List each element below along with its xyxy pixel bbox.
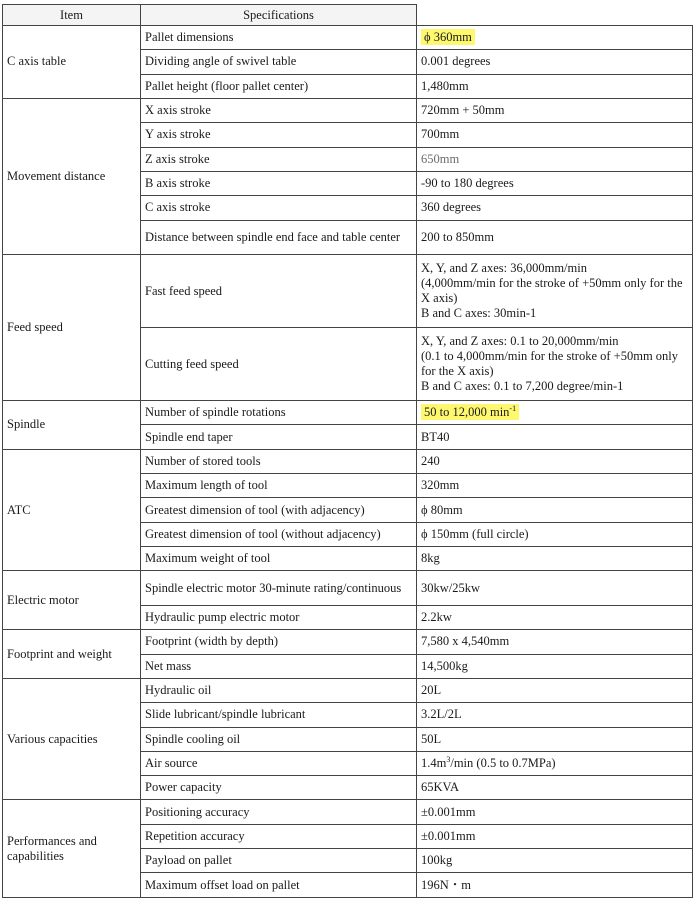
spec-net-mass: 14,500kg bbox=[417, 654, 693, 678]
item-max-tool-weight: Maximum weight of tool bbox=[141, 547, 417, 571]
category-footprint-weight: Footprint and weight bbox=[3, 630, 141, 679]
item-footprint: Footprint (width by depth) bbox=[141, 630, 417, 654]
category-spindle: Spindle bbox=[3, 401, 141, 450]
spec-spindle-rotations-value: 50 to 12,000 min bbox=[424, 405, 510, 420]
spec-max-tool-weight: 8kg bbox=[417, 547, 693, 571]
table-row bbox=[3, 98, 693, 122]
spec-c-stroke: 360 degrees bbox=[417, 196, 693, 220]
spec-spindle-taper: BT40 bbox=[417, 425, 693, 449]
spec-line: B and C axes: 0.1 to 7,200 degree/min-1 bbox=[421, 379, 624, 394]
item-air-source: Air source bbox=[141, 751, 417, 775]
spec-spindle-distance: 200 to 850mm bbox=[417, 220, 693, 254]
category-c-axis-table: C axis table bbox=[3, 26, 141, 99]
item-tool-dim-adjacency: Greatest dimension of tool (with adjacency) bbox=[141, 498, 417, 522]
table-row bbox=[3, 401, 693, 425]
spec-hydraulic-oil: 20L bbox=[417, 678, 693, 702]
item-power-capacity: Power capacity bbox=[141, 776, 417, 800]
spec-hydraulic-motor: 2.2kw bbox=[417, 605, 693, 629]
item-payload: Payload on pallet bbox=[141, 849, 417, 873]
spec-spindle-rotations bbox=[417, 401, 693, 425]
spec-spindle-motor: 30kw/25kw bbox=[417, 571, 693, 605]
item-slide-lubricant: Slide lubricant/spindle lubricant bbox=[141, 703, 417, 727]
spec-slide-lubricant: 3.2L/2L bbox=[417, 703, 693, 727]
highlight-mark bbox=[421, 404, 519, 420]
category-atc: ATC bbox=[3, 449, 141, 571]
spec-fast-feed bbox=[417, 255, 693, 328]
item-fast-feed: Fast feed speed bbox=[141, 255, 417, 328]
spec-x-stroke: 720mm + 50mm bbox=[417, 98, 693, 122]
item-tool-dim-no-adjacency: Greatest dimension of tool (without adjacency) bbox=[141, 522, 417, 546]
item-cutting-feed: Cutting feed speed bbox=[141, 328, 417, 401]
spec-z-stroke: 650mm bbox=[417, 147, 693, 171]
table-row bbox=[3, 571, 693, 605]
spec-line: X, Y, and Z axes: 0.1 to 20,000mm/min bbox=[421, 334, 619, 349]
category-movement-distance: Movement distance bbox=[3, 98, 141, 254]
item-pallet-height: Pallet height (floor pallet center) bbox=[141, 74, 417, 98]
spec-tool-dim-adjacency: ϕ 80mm bbox=[417, 498, 693, 522]
highlight-mark: ϕ 360mm bbox=[421, 29, 475, 45]
item-hydraulic-motor: Hydraulic pump electric motor bbox=[141, 605, 417, 629]
table-row bbox=[3, 678, 693, 702]
item-dividing-angle: Dividing angle of swivel table bbox=[141, 50, 417, 74]
spec-cooling-oil: 50L bbox=[417, 727, 693, 751]
spec-positioning-accuracy: ±0.001mm bbox=[417, 800, 693, 824]
category-various-capacities: Various capacities bbox=[3, 678, 141, 800]
spec-tool-dim-no-adjacency: ϕ 150mm (full circle) bbox=[417, 522, 693, 546]
item-y-stroke: Y axis stroke bbox=[141, 123, 417, 147]
spec-line: (0.1 to 4,000mm/min for the stroke of +50mm only for the X axis) bbox=[421, 349, 679, 379]
item-cooling-oil: Spindle cooling oil bbox=[141, 727, 417, 751]
item-c-stroke: C axis stroke bbox=[141, 196, 417, 220]
spec-air-source bbox=[417, 751, 693, 775]
spec-b-stroke: -90 to 180 degrees bbox=[417, 171, 693, 195]
table-row bbox=[3, 255, 693, 328]
spec-air-source-post: /min (0.5 to 0.7MPa) bbox=[450, 755, 556, 770]
category-performances: Performances and capabilities bbox=[3, 800, 141, 898]
item-spindle-taper: Spindle end taper bbox=[141, 425, 417, 449]
spec-payload: 100kg bbox=[417, 849, 693, 873]
table-row bbox=[3, 800, 693, 824]
spec-line: (4,000mm/min for the stroke of +50mm only for the X axis) bbox=[421, 276, 683, 306]
category-electric-motor: Electric motor bbox=[3, 571, 141, 630]
spec-pallet-height: 1,480mm bbox=[417, 74, 693, 98]
specifications-table bbox=[2, 4, 693, 898]
spec-power-capacity: 65KVA bbox=[417, 776, 693, 800]
item-stored-tools: Number of stored tools bbox=[141, 449, 417, 473]
spec-line: X, Y, and Z axes: 36,000mm/min bbox=[421, 261, 587, 276]
item-hydraulic-oil: Hydraulic oil bbox=[141, 678, 417, 702]
spec-air-source-pre: 1.4m bbox=[421, 755, 447, 770]
spec-cutting-feed bbox=[417, 328, 693, 401]
spec-dividing-angle: 0.001 degrees bbox=[417, 50, 693, 74]
spec-pallet-dimensions bbox=[417, 26, 693, 50]
table-header-row bbox=[3, 5, 693, 26]
superscript: 3 bbox=[446, 754, 451, 764]
spec-max-tool-length: 320mm bbox=[417, 474, 693, 498]
item-positioning-accuracy: Positioning accuracy bbox=[141, 800, 417, 824]
item-repetition-accuracy: Repetition accuracy bbox=[141, 824, 417, 848]
item-x-stroke: X axis stroke bbox=[141, 98, 417, 122]
item-z-stroke: Z axis stroke bbox=[141, 147, 417, 171]
table-row bbox=[3, 26, 693, 50]
item-spindle-distance: Distance between spindle end face and table center bbox=[141, 220, 417, 254]
category-feed-speed: Feed speed bbox=[3, 255, 141, 401]
item-spindle-motor: Spindle electric motor 30-minute rating/continuous bbox=[141, 571, 417, 605]
spec-offset-load: 196N・m bbox=[417, 873, 693, 898]
header-specifications: Specifications bbox=[141, 5, 417, 26]
spec-stored-tools: 240 bbox=[417, 449, 693, 473]
item-max-tool-length: Maximum length of tool bbox=[141, 474, 417, 498]
item-offset-load: Maximum offset load on pallet bbox=[141, 873, 417, 898]
table-row bbox=[3, 630, 693, 654]
spec-repetition-accuracy: ±0.001mm bbox=[417, 824, 693, 848]
spec-line: B and C axes: 30min-1 bbox=[421, 306, 537, 321]
spec-footprint: 7,580 x 4,540mm bbox=[417, 630, 693, 654]
item-net-mass: Net mass bbox=[141, 654, 417, 678]
item-b-stroke: B axis stroke bbox=[141, 171, 417, 195]
table-row bbox=[3, 449, 693, 473]
item-spindle-rotations: Number of spindle rotations bbox=[141, 401, 417, 425]
item-pallet-dimensions: Pallet dimensions bbox=[141, 26, 417, 50]
header-item: Item bbox=[3, 5, 141, 26]
spec-y-stroke: 700mm bbox=[417, 123, 693, 147]
superscript: -1 bbox=[509, 404, 517, 414]
